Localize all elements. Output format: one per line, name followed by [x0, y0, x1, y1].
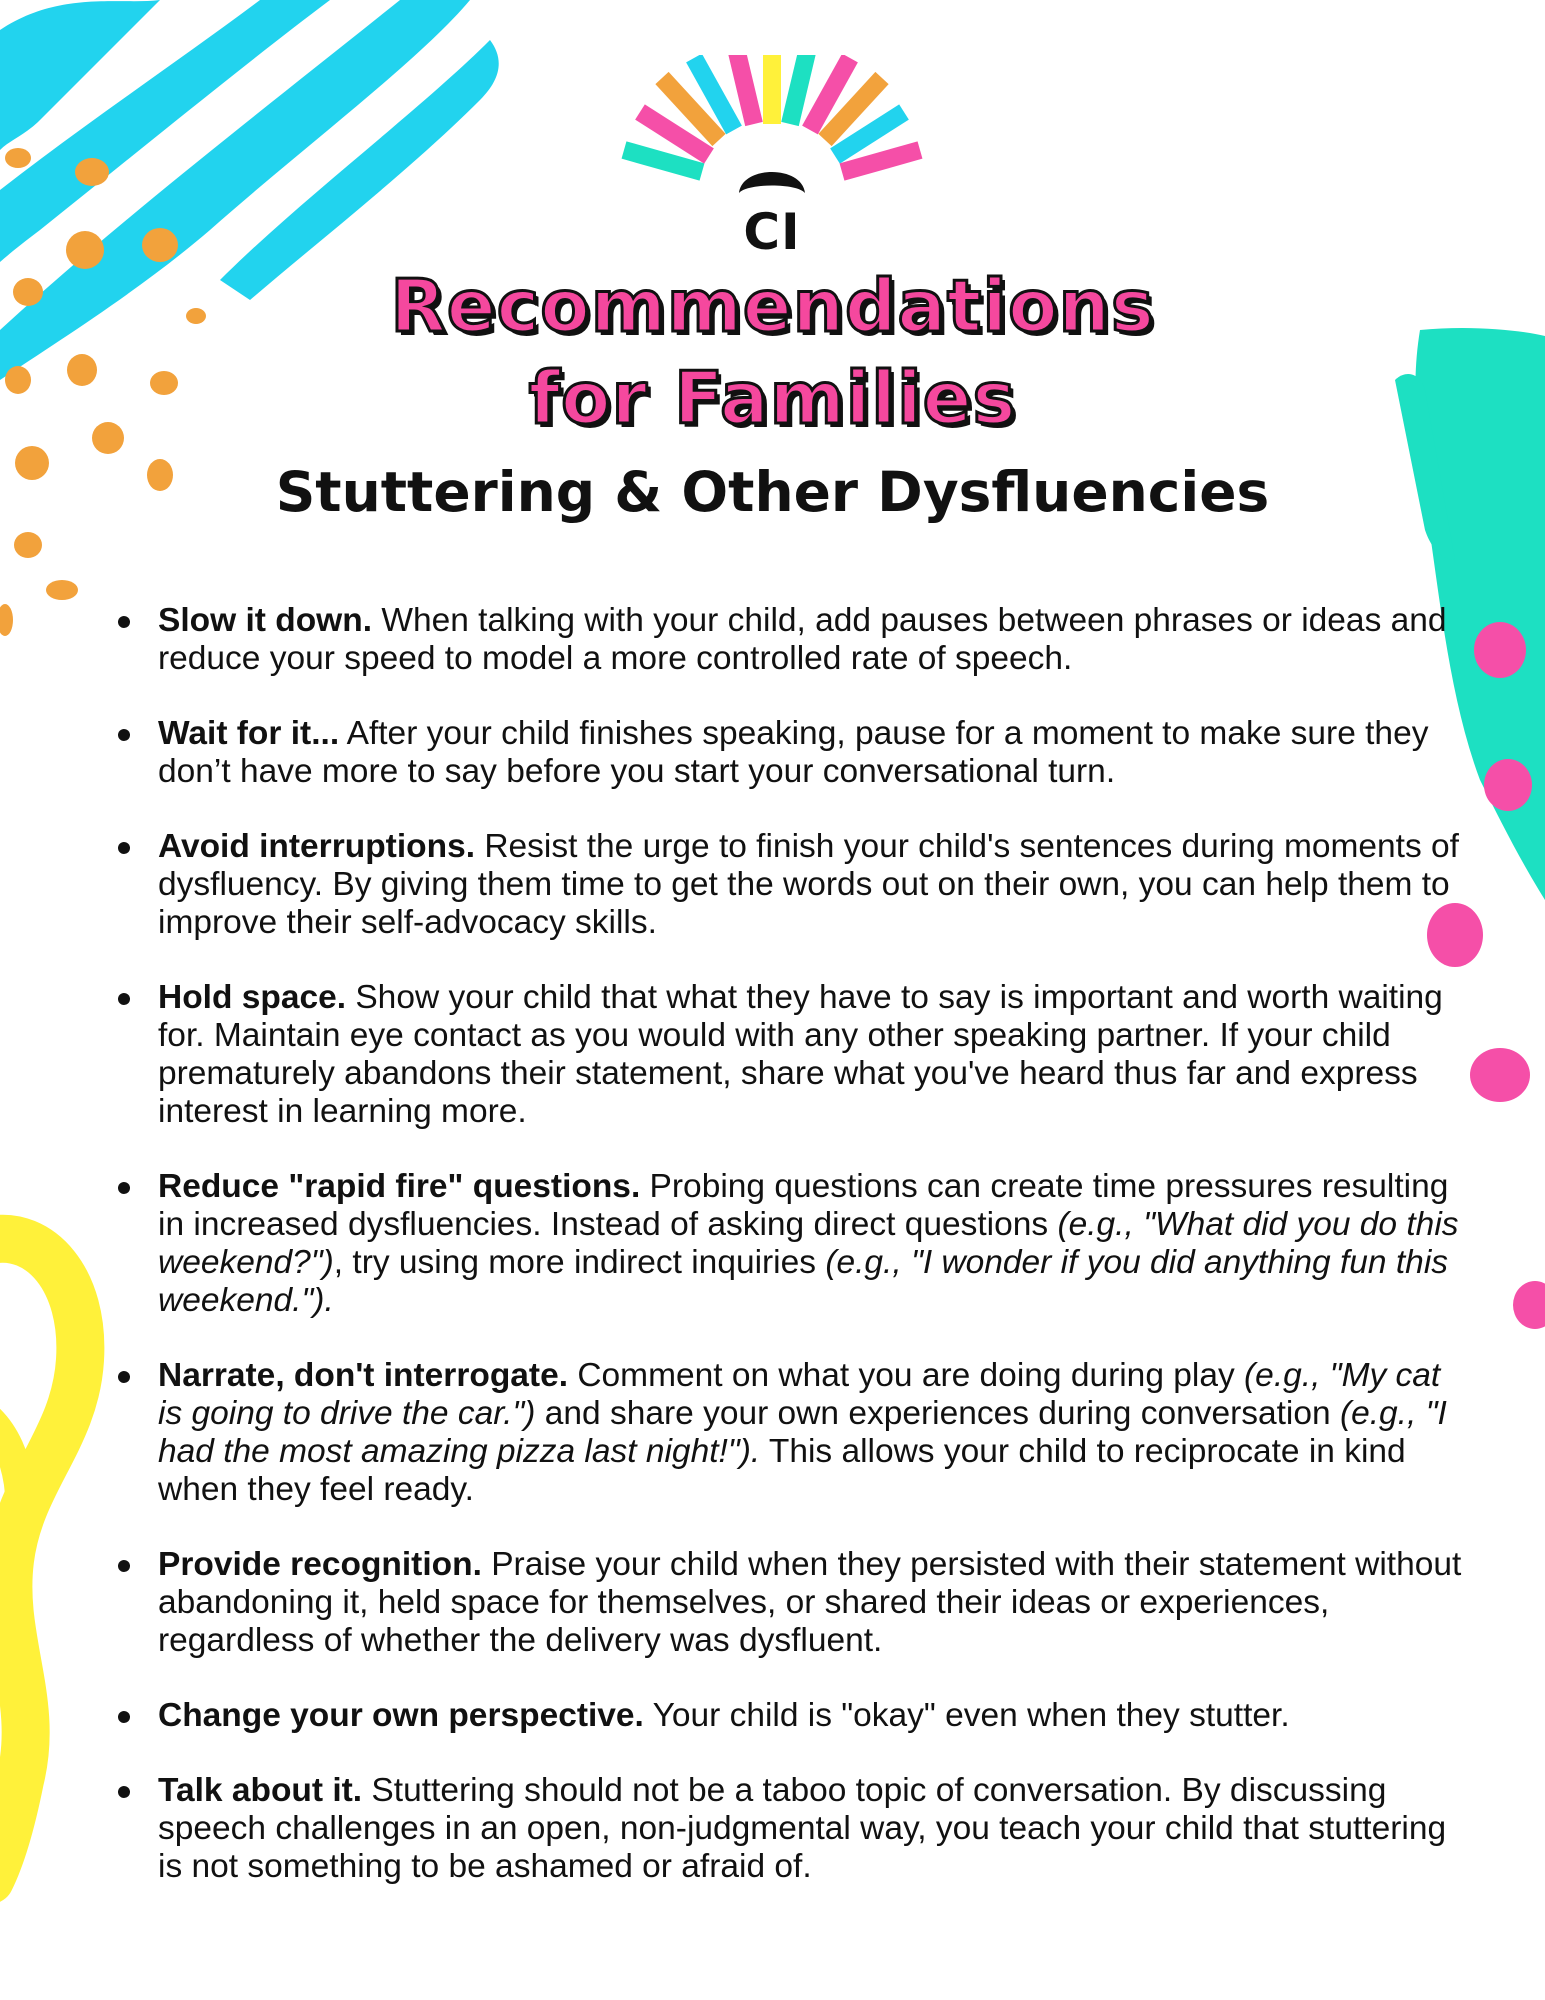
item-text: Your child is "okay" even when they stutter.: [643, 1697, 1290, 1734]
item-text: , try using more indirect inquiries: [333, 1244, 826, 1281]
page-title-line-2: for Families: [528, 356, 1017, 440]
bullet-icon: [118, 616, 130, 628]
bullet-icon: [118, 1182, 130, 1194]
item-heading: Talk about it.: [158, 1772, 363, 1809]
list-item: [118, 1546, 1463, 1660]
item-text: Probing questions can create time pressures resulting in increased dysfluencies. Instead of asking direct questions: [158, 1168, 1449, 1243]
item-text: Resist the urge to finish your child's sentences during moments of dysfluency. By giving them time to get the words out on their own, you can help them to improve their self-advocacy skills.: [158, 828, 1459, 941]
item-text: Stuttering should not be a taboo topic of conversation. By discussing speech challenges in an open, non-judgmental way, you teach your child that stuttering is not something to be ashamed or afraid of.: [158, 1772, 1447, 1885]
item-example: (e.g., "I wonder if you did anything fun this weekend.").: [158, 1244, 1449, 1319]
item-text: When talking with your child, add pauses between phrases or ideas and reduce your speed to model a more controlled rate of speech.: [158, 602, 1447, 677]
list-item: [118, 1168, 1463, 1320]
item-heading: Provide recognition.: [158, 1546, 482, 1583]
item-example: (e.g., "My cat is going to drive the car."): [158, 1357, 1441, 1432]
item-example: (e.g., "I had the most amazing pizza last night!").: [158, 1395, 1447, 1470]
item-text: This allows your child to reciprocate in kind when they feel ready.: [158, 1433, 1406, 1508]
item-heading: Narrate, don't interrogate.: [158, 1357, 569, 1394]
bullet-icon: [118, 842, 130, 854]
list-item: [118, 1697, 1463, 1735]
item-text: After your child finishes speaking, pause for a moment to make sure they don’t have more to say before you start your conversational turn.: [158, 715, 1429, 790]
bullet-icon: [118, 1711, 130, 1723]
ci-logo: [612, 55, 932, 261]
item-text: Praise your child when they persisted with their statement without abandoning it, held space for themselves, or shared their ideas or experiences, regardless of whether the delivery was dysfluent.: [158, 1546, 1462, 1659]
bullet-icon: [118, 729, 130, 741]
item-example: (e.g., "What did you do this weekend?"): [158, 1206, 1459, 1281]
recommendations-list: [118, 602, 1463, 1923]
item-heading: Reduce "rapid fire" questions.: [158, 1168, 641, 1205]
item-heading: Hold space.: [158, 979, 347, 1016]
item-heading: Avoid interruptions.: [158, 828, 476, 865]
item-heading: Wait for it...: [158, 715, 340, 752]
item-text: and share your own experiences during conversation: [535, 1395, 1340, 1432]
logo-text: CI: [743, 203, 801, 261]
bullet-icon: [118, 1560, 130, 1572]
yellow-brush: [0, 1239, 80, 1880]
bullet-icon: [118, 1786, 130, 1798]
sunburst-icon: [612, 55, 932, 205]
list-item: [118, 828, 1463, 942]
bullet-icon: [118, 993, 130, 1005]
page-subtitle: Stuttering & Other Dysfluencies: [275, 460, 1270, 524]
list-item: [118, 602, 1463, 678]
item-heading: Change your own perspective.: [158, 1697, 644, 1734]
list-item: [118, 1772, 1463, 1886]
list-item: [118, 715, 1463, 791]
bullet-icon: [118, 1371, 130, 1383]
list-item: [118, 1357, 1463, 1509]
page-title-line-1: Recommendations: [390, 264, 1155, 348]
item-text: Comment on what you are doing during play: [568, 1357, 1245, 1394]
item-heading: Slow it down.: [158, 602, 373, 639]
list-item: [118, 979, 1463, 1131]
item-text: Show your child that what they have to say is important and worth waiting for. Maintain eye contact as you would with any other speaking partner. If your child prematurely abandons their statement, share what you've heard thus far and express interest in learning more.: [158, 979, 1443, 1130]
